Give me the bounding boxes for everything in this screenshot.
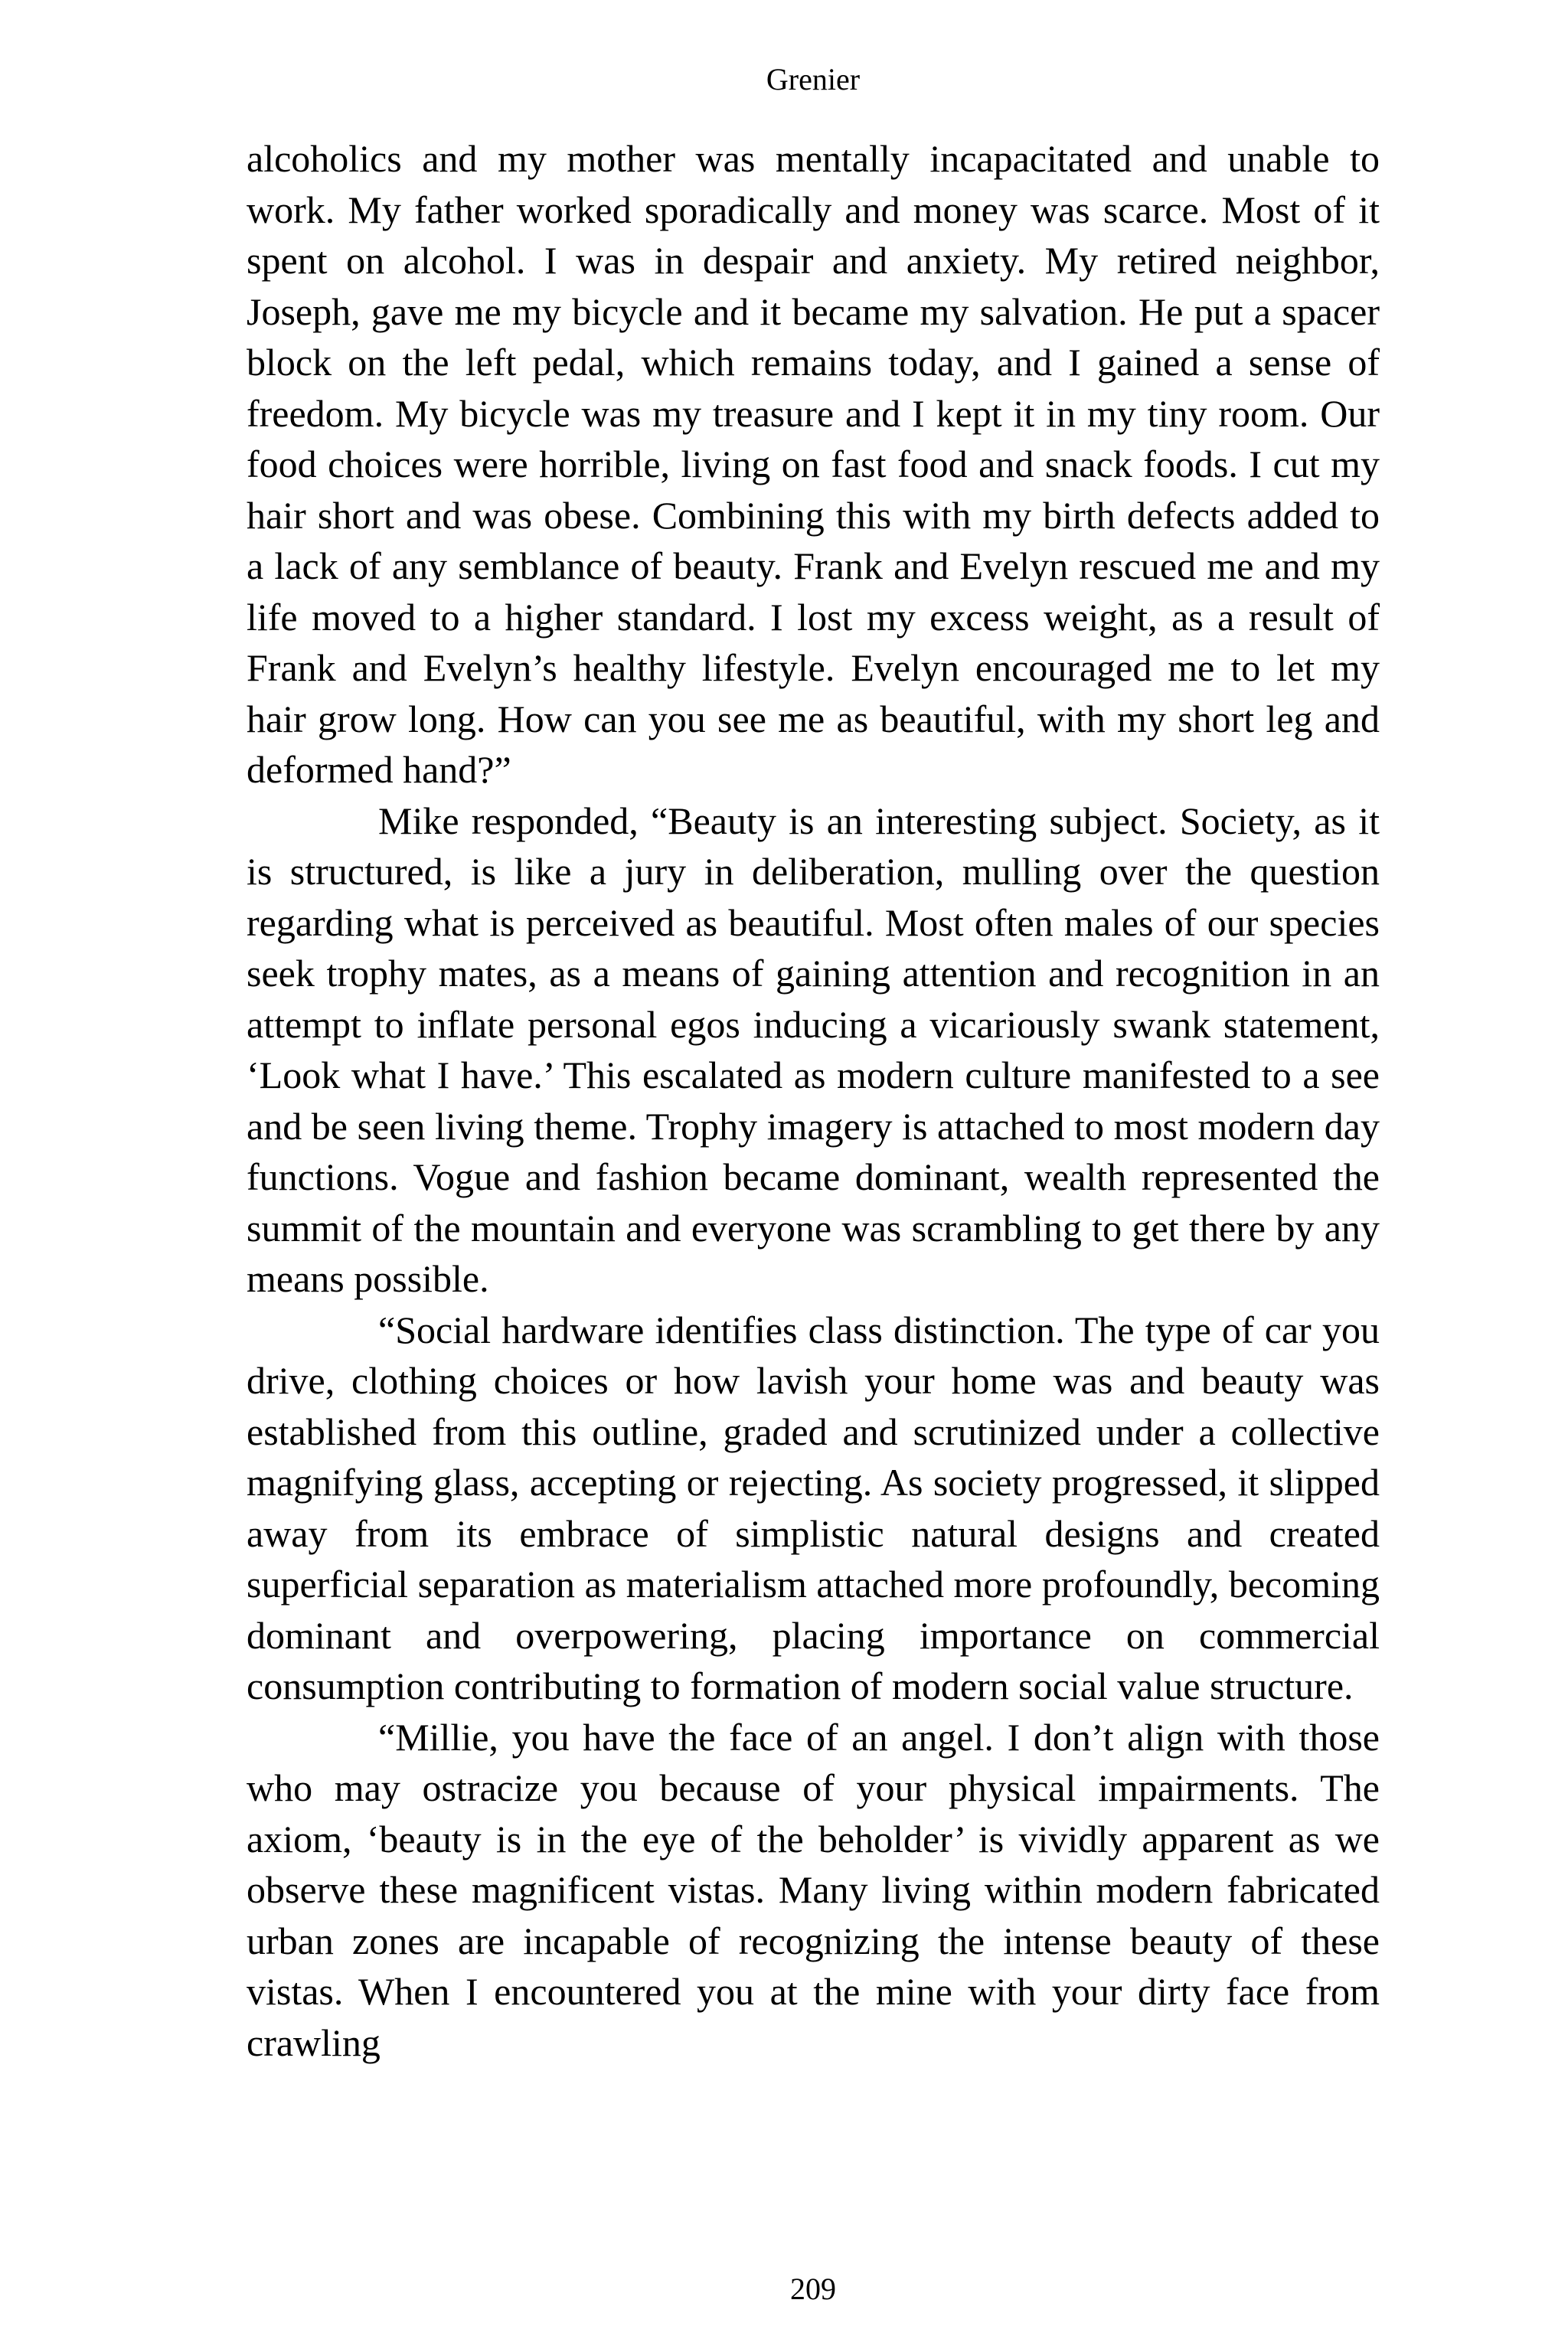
paragraph-continued: alcoholics and my mother was mentally incapacitated and unable to work. My father worked sporadically and money was scarce. Most of it spent on alcohol. I was in despair and anxiety. My retired neighbor, Joseph, gave me my bicycle and it became my salvation. He put a spacer block on the left pedal, which remains today, and I gained a sense of freedom. My bicycle was my treasure and I kept it in my tiny room. Our food choices were horrible, living on fast food and snack foods. I cut my hair short and was obese. Combining this with my birth defects added to a lack of any semblance of beauty. Frank and Evelyn rescued me and my life moved to a higher standard. I lost my excess weight, as a result of Frank and Evelyn’s healthy lifestyle. Evelyn encouraged me to let my hair grow long. How can you see me as beautiful, with my short leg and deformed hand?” [247,137,1380,791]
body-text [247,133,1380,2068]
paragraph: Mike responded, “Beauty is an interesting subject. Society, as it is structured, is like a jury in deliberation, mulling over the question regarding what is perceived as beautiful. Most often males of our species seek trophy mates, as a means of gaining attention and recognition in an attempt to inflate personal egos inducing a vicariously swank statement, ‘Look what I have.’ This escalated as modern culture manifested to a see and be seen living theme. Trophy imagery is attached to most modern day functions. Vogue and fashion became dominant, wealth represented the summit of the mountain and everyone was scrambling to get there by any means possible. [247,799,1380,1300]
paragraph: “Social hardware identifies class distinction. The type of car you drive, clothing choices or how lavish your home was and beauty was established from this outline, graded and scrutinized under a collective magnifying glass, accepting or rejecting. As society progressed, it slipped away from its embrace of simplistic natural designs and created superficial separation as materialism attached more profoundly, becoming dominant and overpowering, placing importance on commercial consumption contributing to formation of modern social value structure. [247,1308,1380,1707]
page-number: 209 [790,2272,836,2306]
running-head: Grenier [766,62,861,96]
paragraph-continues: “Millie, you have the face of an angel. I don’t align with those who may ostracize you because of your physical impairments. The axiom, ‘beauty is in the eye of the beholder’ is vividly apparent as we observe these magnificent vistas. Many living within modern fabricated urban zones are incapable of recognizing the intense beauty of these vistas. When I encountered you at the mine with your dirty face from crawling [247,1715,1380,2064]
